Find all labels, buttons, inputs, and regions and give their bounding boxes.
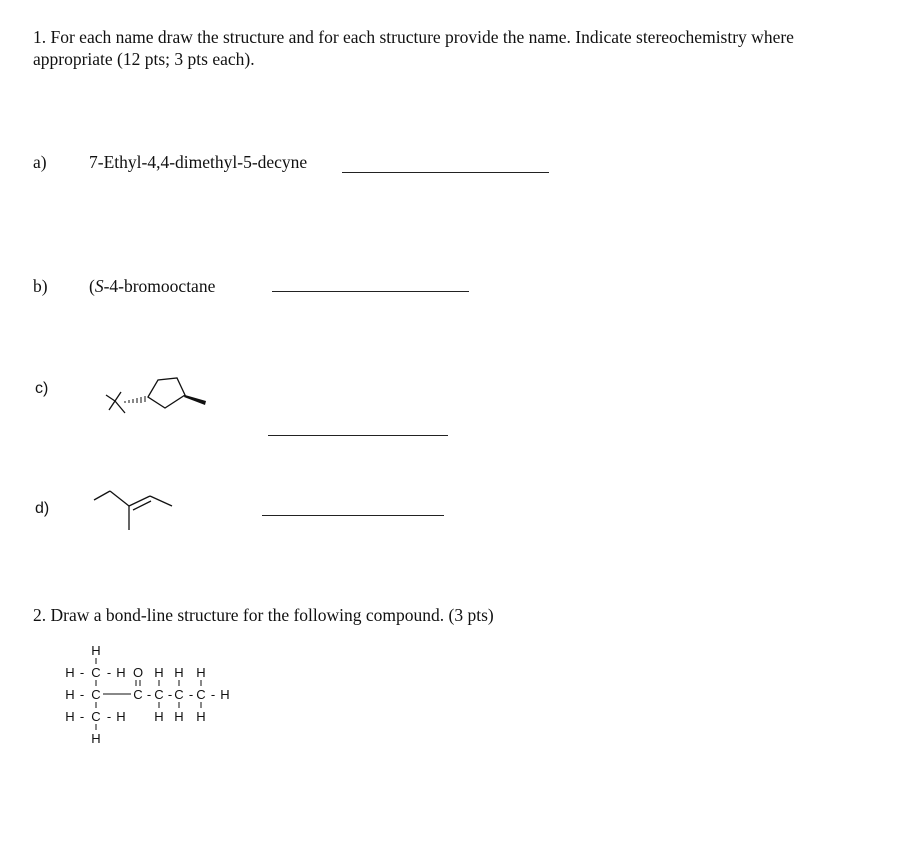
item-b-answer-blank[interactable] — [272, 291, 469, 292]
item-a-label: a) — [33, 152, 47, 172]
item-d-structure — [92, 486, 177, 536]
bond-dash: - — [188, 687, 194, 702]
atom-h: H — [174, 709, 184, 724]
bond-dash: - — [106, 709, 112, 724]
atom-h: H — [116, 709, 126, 724]
atom-c: C — [154, 687, 164, 702]
atom-h: H — [196, 665, 206, 680]
atom-c: C — [133, 687, 143, 702]
atom-h: H — [154, 665, 164, 680]
item-a-prompt: 7-Ethyl-4,4-dimethyl-5-decyne — [89, 152, 308, 172]
bond-dash: - — [79, 687, 85, 702]
bond-dash: - — [106, 665, 112, 680]
item-c-label: c) — [35, 380, 49, 397]
atom-h: H — [91, 731, 101, 746]
atom-c: C — [91, 665, 101, 680]
question-1-line-1: 1. For each name draw the structure and for each structure provide the name. Indicate stereochemistry where — [33, 27, 794, 47]
item-b-label: b) — [33, 276, 48, 296]
atom-h: H — [65, 709, 75, 724]
atom-c: C — [196, 687, 206, 702]
item-b-stereo-descriptor: S — [94, 276, 104, 296]
atom-c: C — [91, 687, 101, 702]
item-c-answer-blank[interactable] — [268, 435, 448, 436]
item-c-structure — [100, 368, 215, 430]
bond-dash: - — [146, 687, 152, 702]
atom-c: C — [91, 709, 101, 724]
item-b-prompt-rest: -4-bromooctane — [103, 276, 216, 296]
question-2-text: 2. Draw a bond-line structure for the following compound. (3 pts) — [33, 605, 494, 625]
atom-h: H — [91, 643, 101, 658]
atom-h: H — [154, 709, 164, 724]
atom-h: H — [220, 687, 230, 702]
atom-h: H — [65, 687, 75, 702]
atom-h: H — [196, 709, 206, 724]
atom-h: H — [174, 665, 184, 680]
atom-h: H — [65, 665, 75, 680]
atom-c: C — [174, 687, 184, 702]
bond-dash: - — [79, 665, 85, 680]
lewis-structure — [60, 642, 245, 760]
atom-h: H — [116, 665, 126, 680]
item-b-prompt — [89, 276, 215, 297]
item-a-answer-blank[interactable] — [342, 172, 549, 173]
item-d-answer-blank[interactable] — [262, 515, 444, 516]
item-b-paren-open: ( — [89, 276, 95, 296]
bond-dash: - — [79, 709, 85, 724]
bond-dash: - — [210, 687, 216, 702]
item-d-label: d) — [35, 500, 50, 517]
question-1-line-2: appropriate (12 pts; 3 pts each). — [33, 49, 255, 69]
atom-o: O — [132, 665, 144, 680]
bond-dash: - — [167, 687, 173, 702]
